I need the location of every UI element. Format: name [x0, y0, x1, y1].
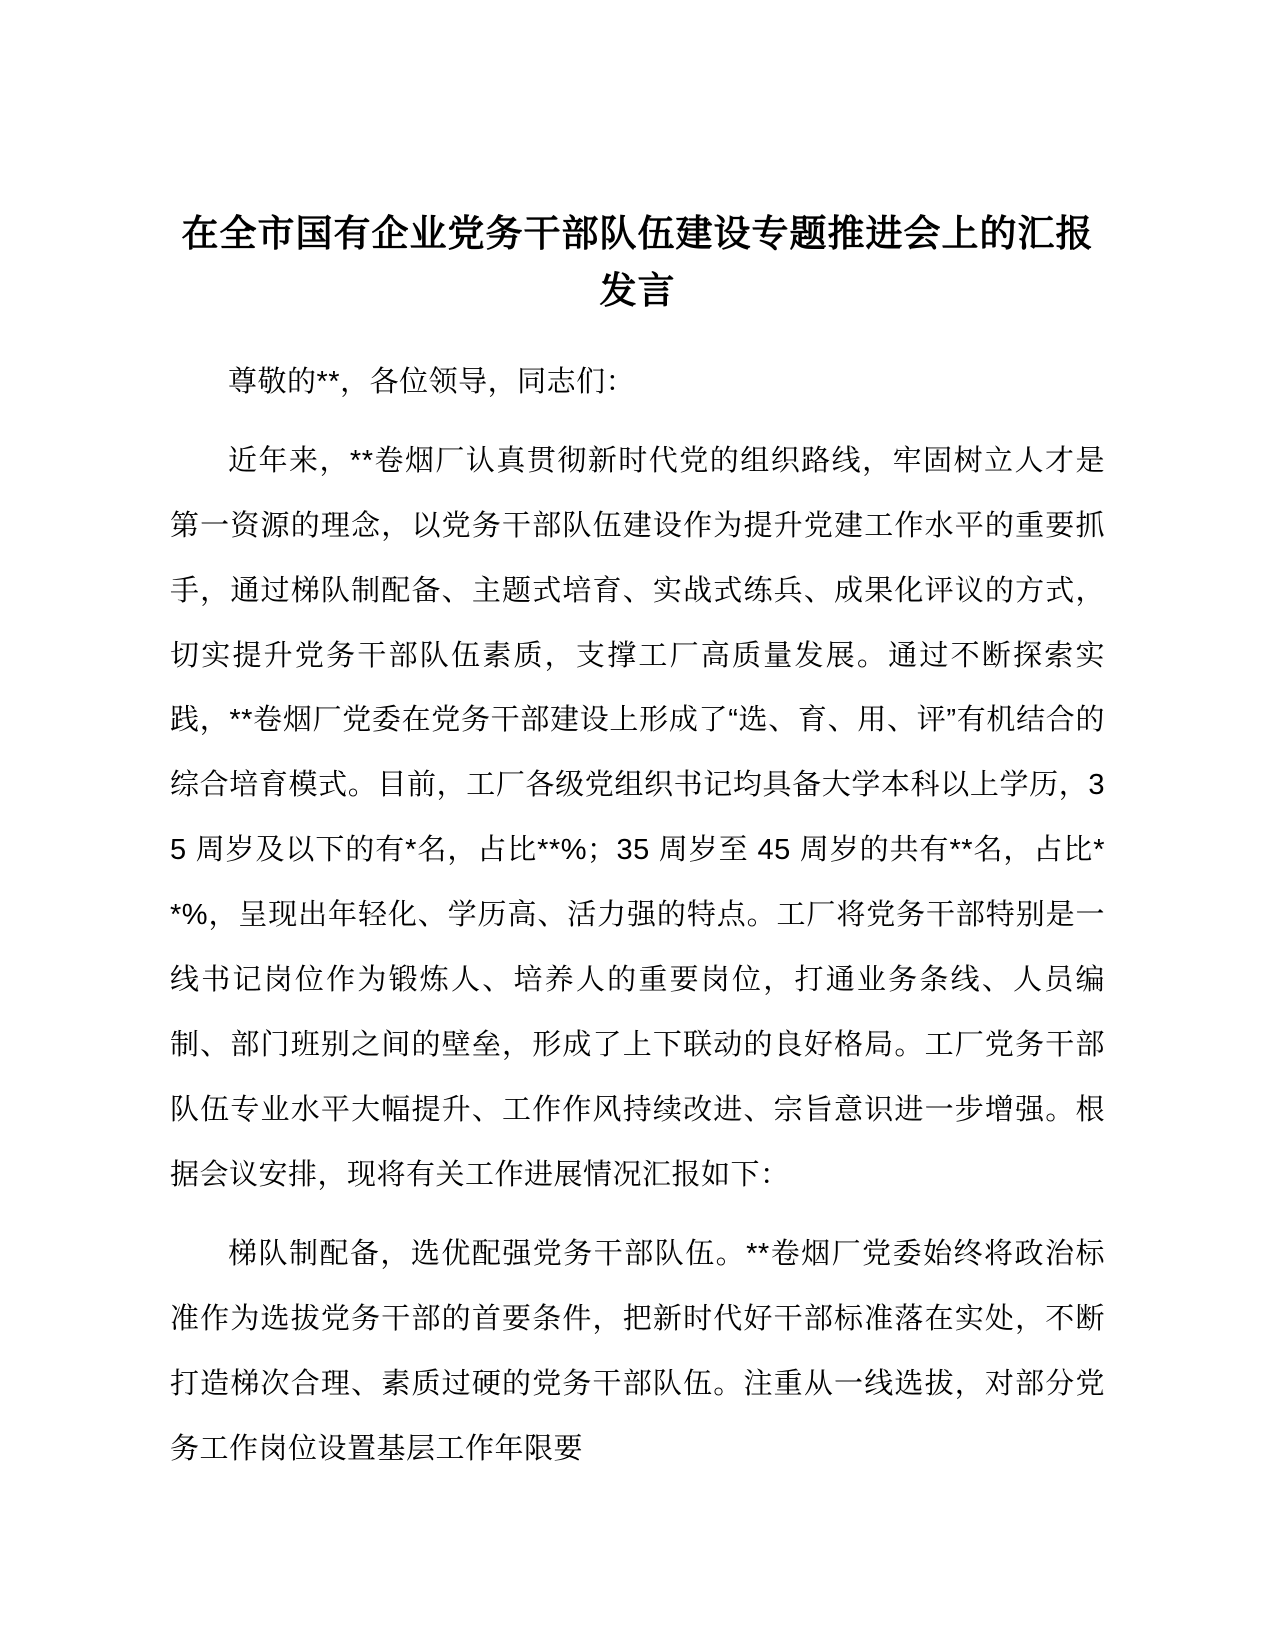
- paragraph-salutation: 尊敬的**，各位领导，同志们：: [228, 365, 636, 398]
- paragraph-introduction: 近年来，**卷烟厂认真贯彻新时代党的组织路线，牢固树立人才是第一资源的理念，以党务干部队伍建设作为提升党建工作水平的重要抓手，通过梯队制配备、主题式培育、实战式练兵、成果化评议的方式，切实提升党务干部队伍素质，支撑工厂高质量发展。通过不断探索实践，**卷烟厂党委在党务干部建设上形成了“选、育、用、评”有机结合的综合培育模式。目前，工厂各级党组织书记均具备大学本科以上学历，35 周岁及以下的有*名，占比**%；35 周岁至 45 周岁的共有**名，占比**%，呈现出年轻化、学历高、活力强的特点。工厂将党务干部特别是一线书记岗位作为锻炼人、培养人的重要岗位，打通业务条线、人员编制、部门班别之间的壁垒，形成了上下联动的良好格局。工厂党务干部队伍专业水平大幅提升、工作作风持续改进、宗旨意识进一步增强。根据会议安排，现将有关工作进展情况汇报如下：: [170, 444, 1105, 1192]
- paragraph-section-1: 梯队制配备，选优配强党务干部队伍。**卷烟厂党委始终将政治标准作为选拔党务干部的首要条件，把新时代好干部标准落在实处，不断打造梯次合理、素质过硬的党务干部队伍。注重从一线选拔，对部分党务工作岗位设置基层工作年限要: [170, 1238, 1105, 1465]
- document-title: 在全市国有企业党务干部队伍建设专题推进会上的汇报发言: [181, 213, 1094, 312]
